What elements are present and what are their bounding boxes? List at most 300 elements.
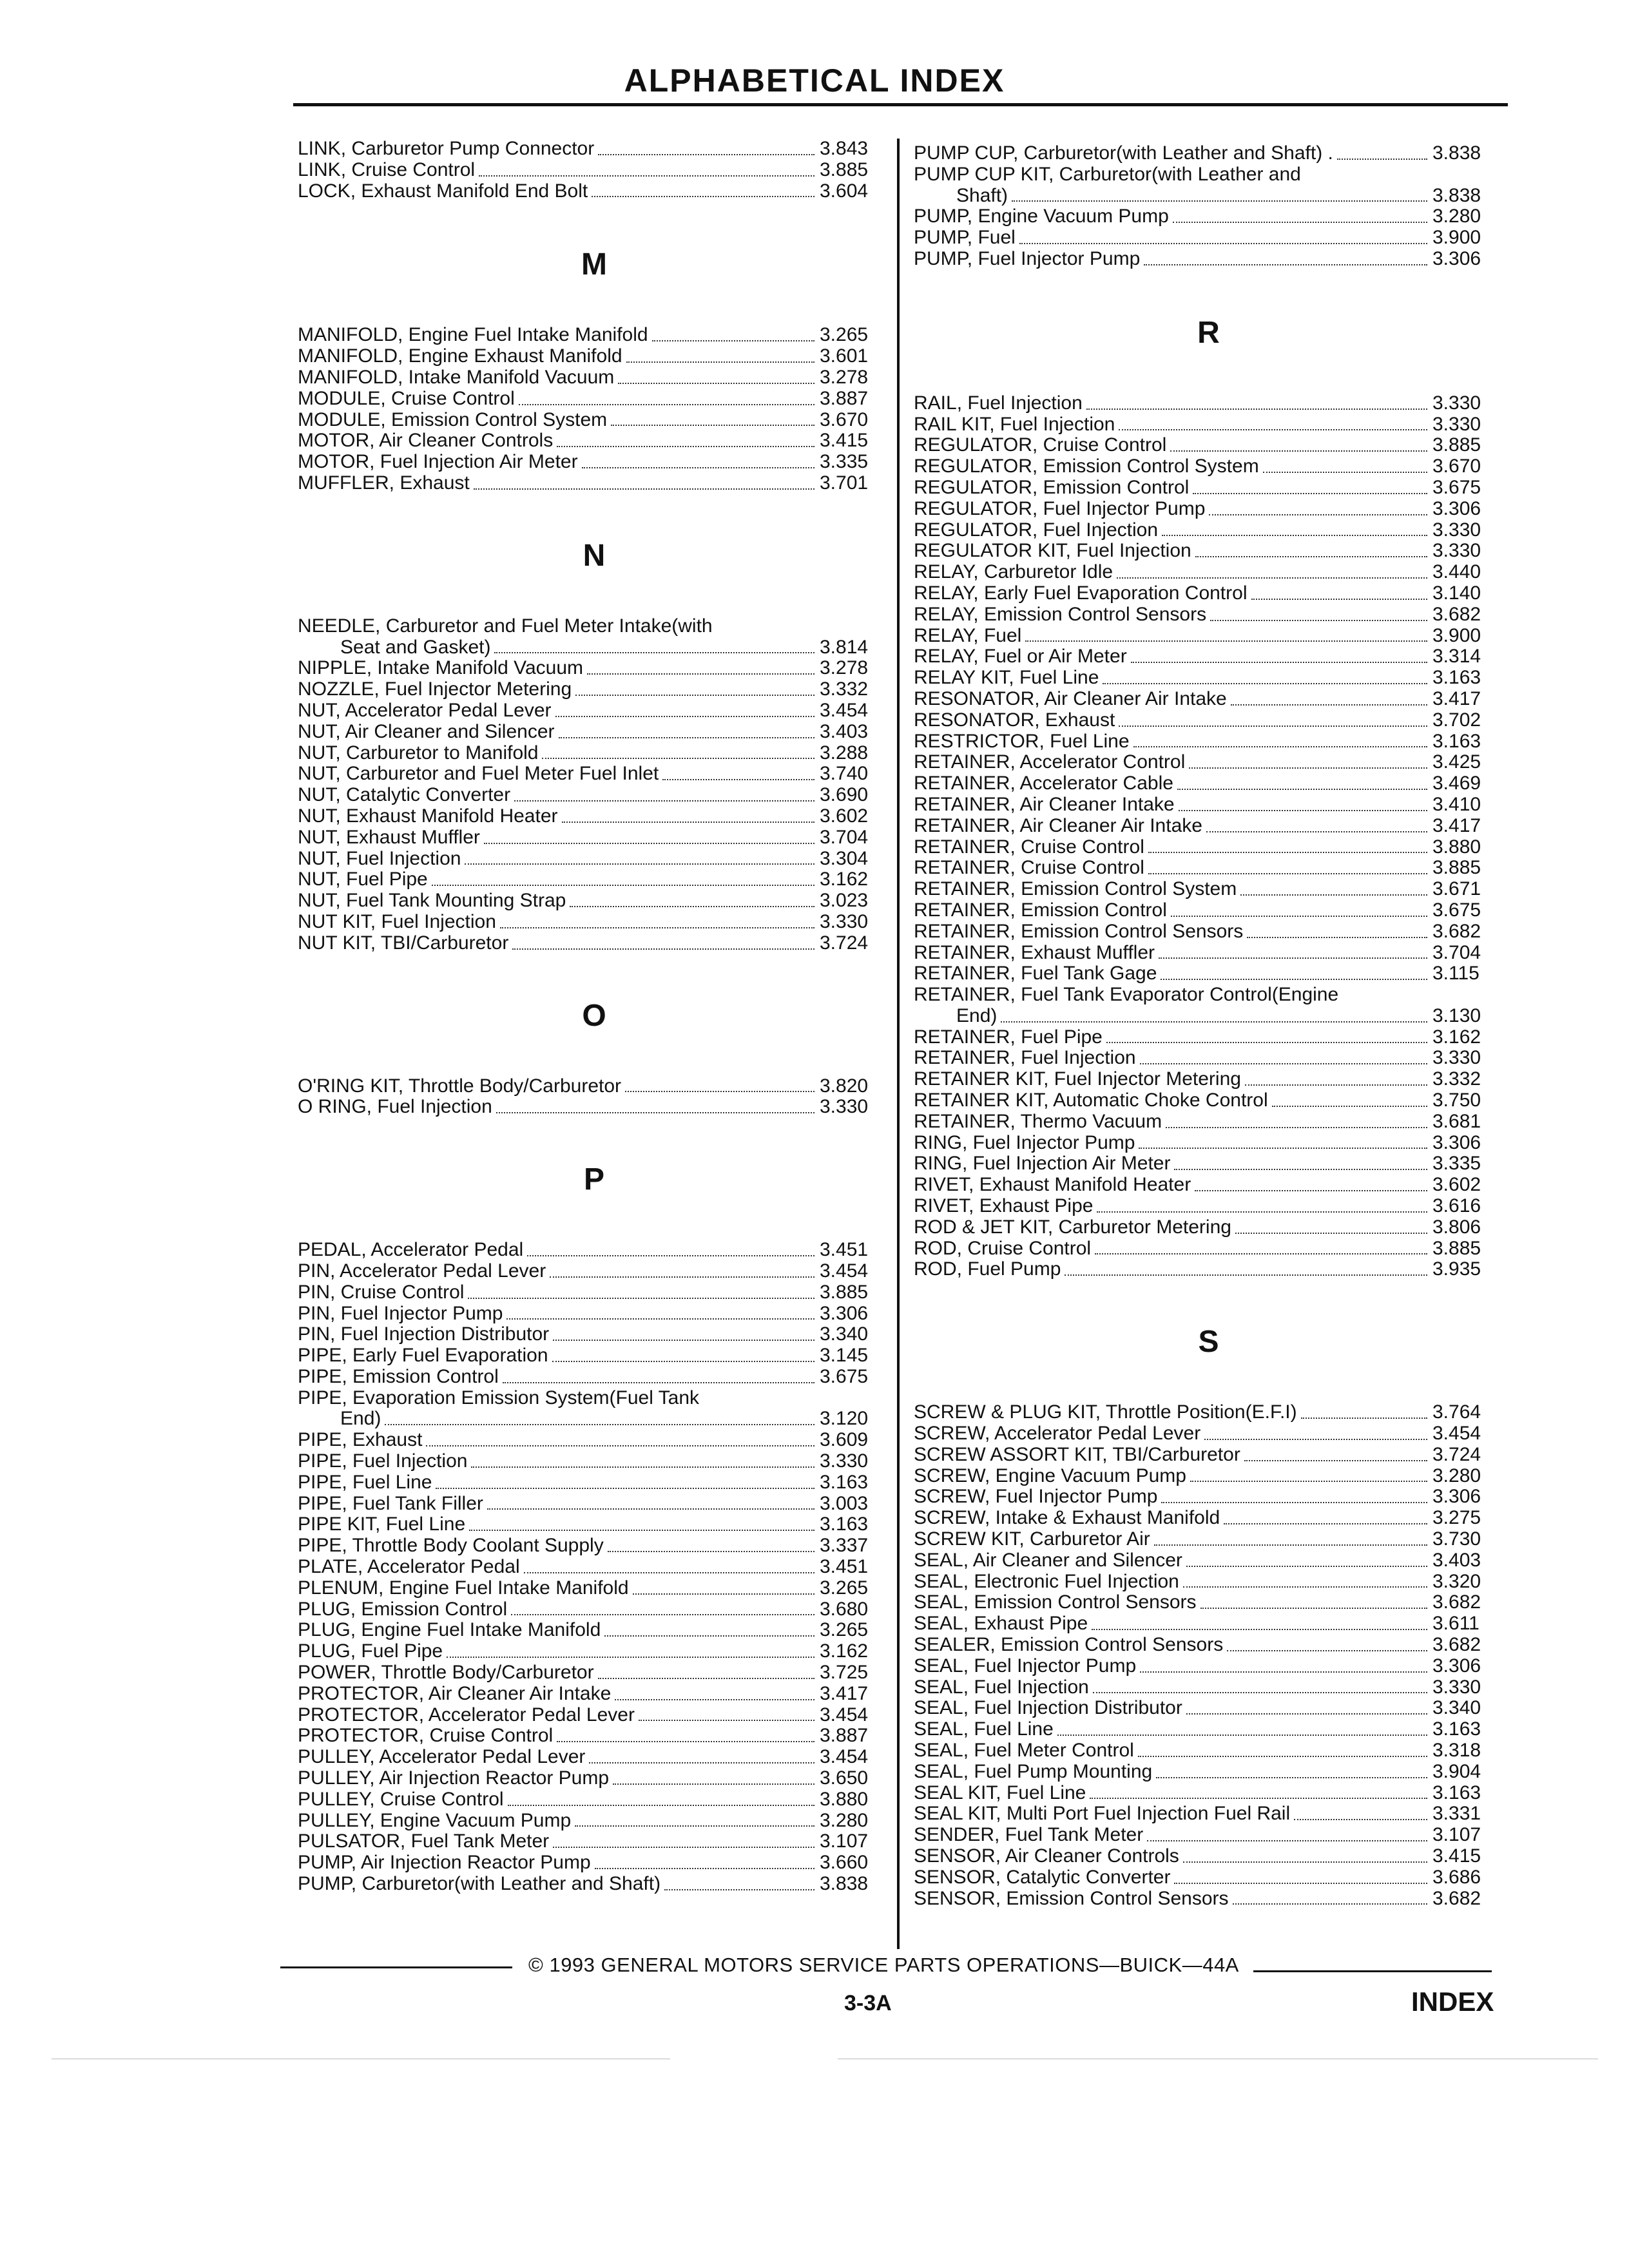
dot-leader — [1227, 1650, 1427, 1651]
entry-name: RELAY, Emission Control Sensors — [914, 603, 1207, 625]
page-title: ALPHABETICAL INDEX — [624, 62, 1005, 99]
dot-leader — [436, 1488, 815, 1489]
dot-leader — [514, 800, 815, 802]
entry-page-ref: 3.670 — [820, 408, 869, 430]
entry-page-ref: 3.806 — [1432, 1216, 1481, 1238]
index-entry — [298, 1747, 891, 1768]
entry-name: ROD, Fuel Pump — [914, 1258, 1061, 1280]
index-entry — [914, 435, 1503, 456]
entry-page-ref: 3.702 — [1432, 709, 1481, 731]
entry-page-ref: 3.415 — [820, 430, 869, 452]
entry-page-ref: 3.003 — [820, 1492, 869, 1514]
entry-name: PUMP, Engine Vacuum Pump — [914, 206, 1169, 227]
entry-page-ref: 3.120 — [820, 1408, 869, 1430]
entry-name: NUT, Air Cleaner and Silencer — [298, 720, 555, 742]
entry-page-ref: 3.616 — [1432, 1195, 1481, 1217]
entry-page-ref: 3.306 — [820, 1302, 869, 1324]
entry-page-ref: 3.604 — [820, 180, 869, 202]
index-entry — [914, 1027, 1503, 1048]
entry-name: RELAY, Fuel — [914, 624, 1022, 646]
entry-page-ref: 3.814 — [820, 636, 869, 658]
entry-name: RETAINER, Accelerator Control — [914, 751, 1186, 773]
entry-page-ref: 3.682 — [1432, 920, 1481, 942]
entry-name: NUT, Accelerator Pedal Lever — [298, 699, 552, 721]
entry-name: RETAINER, Air Cleaner Intake — [914, 793, 1175, 815]
dot-leader — [575, 1825, 815, 1827]
index-entry — [298, 912, 891, 933]
dot-leader — [604, 1635, 815, 1637]
entry-page-ref: 3.425 — [1432, 751, 1481, 773]
entry-page-ref: 3.601 — [820, 345, 869, 367]
index-entry — [914, 1762, 1503, 1783]
entry-name: NUT KIT, TBI/Carburetor — [298, 932, 509, 954]
entry-page-ref: 3.885 — [1432, 434, 1481, 456]
index-entry — [298, 367, 891, 389]
index-entry — [914, 626, 1503, 647]
entry-page-ref: 3.417 — [820, 1682, 869, 1704]
section-letter: N — [583, 538, 606, 573]
entry-page-ref: 3.314 — [1432, 646, 1481, 668]
entry-name: SEAL, Exhaust Pipe — [914, 1613, 1088, 1635]
entry-name: SEALER, Emission Control Sensors — [914, 1634, 1224, 1656]
entry-name: PULLEY, Engine Vacuum Pump — [298, 1809, 572, 1831]
entry-name: RETAINER, Fuel Tank Evaporator Control(Engine — [914, 984, 1339, 1006]
entry-name: MOTOR, Fuel Injection Air Meter — [298, 451, 578, 473]
entry-page-ref: 3.332 — [1432, 1068, 1481, 1090]
dot-leader — [1190, 1481, 1427, 1482]
dot-leader — [1057, 1735, 1427, 1736]
entry-name: O RING, Fuel Injection — [298, 1096, 492, 1118]
dot-leader — [1147, 1840, 1427, 1841]
dot-leader — [1186, 1713, 1427, 1715]
entry-name: REGULATOR, Fuel Injection — [914, 519, 1159, 541]
dot-leader — [1138, 1756, 1427, 1757]
entry-page-ref: 3.320 — [1432, 1570, 1481, 1592]
entry-page-ref: 3.163 — [1432, 1782, 1481, 1803]
entry-page-ref: 3.330 — [1432, 413, 1481, 435]
index-entry — [298, 1430, 891, 1451]
dot-leader — [1195, 1190, 1427, 1191]
dot-leader — [555, 716, 815, 717]
dot-leader — [1177, 789, 1427, 790]
entry-name: NUT, Fuel Tank Mounting Strap — [298, 890, 566, 912]
dot-leader — [1200, 1608, 1427, 1609]
index-entry — [298, 1811, 891, 1832]
dot-leader — [471, 1466, 815, 1468]
entry-name: RING, Fuel Injector Pump — [914, 1131, 1135, 1153]
entry-name: PIPE KIT, Fuel Line — [298, 1514, 466, 1535]
entry-name: SCREW ASSORT KIT, TBI/Carburetor — [914, 1443, 1240, 1465]
dot-leader — [1337, 159, 1427, 160]
entry-page-ref: 3.335 — [820, 451, 869, 473]
index-entry — [914, 541, 1503, 562]
index-entry — [914, 816, 1503, 837]
index-entry — [914, 164, 1503, 207]
dot-leader — [557, 446, 815, 447]
dot-leader — [500, 927, 815, 928]
entry-name: REGULATOR, Emission Control — [914, 476, 1190, 498]
entry-name: MANIFOLD, Engine Fuel Intake Manifold — [298, 324, 648, 346]
entry-page-ref: 3.306 — [1432, 1655, 1481, 1677]
entry-name: SEAL, Emission Control Sensors — [914, 1591, 1197, 1613]
dot-leader — [652, 340, 815, 341]
entry-page-ref: 3.675 — [1432, 899, 1481, 921]
entry-name: PIPE, Early Fuel Evaporation — [298, 1345, 548, 1367]
index-entry — [914, 1466, 1503, 1487]
index-entry — [914, 1153, 1503, 1175]
dot-leader — [552, 1361, 815, 1362]
entry-name: MUFFLER, Exhaust — [298, 472, 470, 494]
entry-page-ref: 3.332 — [820, 678, 869, 700]
entry-page-ref: 3.330 — [1432, 540, 1481, 562]
entry-name: PULSATOR, Fuel Tank Meter — [298, 1831, 550, 1852]
entry-page-ref: 3.730 — [1432, 1528, 1481, 1550]
dot-leader — [494, 652, 815, 653]
entry-name: PLUG, Emission Control — [298, 1598, 508, 1620]
index-entry — [298, 1557, 891, 1578]
dot-leader — [1161, 1502, 1427, 1503]
entry-name: RESONATOR, Exhaust — [914, 709, 1115, 731]
entry-name: MOTOR, Air Cleaner Controls — [298, 430, 554, 452]
index-entry — [298, 1076, 891, 1097]
entry-name: SEAL, Fuel Injection — [914, 1676, 1089, 1698]
section-letter: O — [582, 998, 606, 1033]
index-entry — [914, 710, 1503, 731]
index-entry — [298, 1303, 891, 1325]
dot-leader — [503, 1382, 815, 1383]
dot-leader — [1117, 577, 1427, 579]
entry-name: RAIL, Fuel Injection — [914, 392, 1083, 414]
entry-page-ref: 3.417 — [1432, 814, 1481, 836]
entry-page-ref: 3.337 — [820, 1535, 869, 1557]
dot-leader — [1174, 1883, 1427, 1884]
dot-leader — [587, 673, 815, 675]
index-entry — [914, 414, 1503, 436]
entry-page-ref: 3.162 — [1432, 1026, 1481, 1048]
entry-name: PUMP, Fuel Injector Pump — [914, 247, 1141, 269]
index-entry — [298, 1097, 891, 1118]
index-entry — [298, 1789, 891, 1811]
entry-page-ref: 3.330 — [1432, 519, 1481, 541]
dot-leader — [553, 1340, 815, 1341]
index-entry — [914, 1846, 1503, 1867]
dot-leader — [1065, 1274, 1427, 1276]
index-entry — [298, 410, 891, 431]
entry-name: RETAINER, Air Cleaner Air Intake — [914, 814, 1202, 836]
index-entry — [914, 1867, 1503, 1888]
dot-leader — [557, 1741, 815, 1742]
entry-name: ROD & JET KIT, Carburetor Metering — [914, 1216, 1231, 1238]
index-entry — [298, 722, 891, 743]
entry-page-ref: 3.611 — [1432, 1613, 1480, 1635]
dot-leader — [1166, 1127, 1427, 1128]
entry-name: REGULATOR, Cruise Control — [914, 434, 1167, 456]
entry-name: RIVET, Exhaust Pipe — [914, 1195, 1094, 1217]
entry-page-ref: 3.682 — [1432, 1887, 1481, 1909]
index-entry — [914, 1196, 1503, 1217]
dot-leader — [1092, 1629, 1427, 1630]
entry-name: SEAL, Electronic Fuel Injection — [914, 1570, 1179, 1592]
index-entry — [298, 700, 891, 722]
index-entry — [298, 890, 891, 912]
dot-leader — [506, 1318, 815, 1320]
entry-name: SEAL, Air Cleaner and Silencer — [914, 1549, 1182, 1571]
dot-leader — [447, 1657, 815, 1658]
index-entry — [914, 879, 1503, 900]
dot-leader — [1156, 1777, 1427, 1778]
entry-page-ref: 3.880 — [820, 1788, 869, 1810]
entry-name: RETAINER KIT, Fuel Injector Metering — [914, 1068, 1241, 1090]
dot-leader — [1162, 535, 1427, 536]
entry-page-ref: 3.454 — [820, 1746, 869, 1768]
entry-name: PROTECTOR, Accelerator Pedal Lever — [298, 1704, 635, 1725]
dot-leader — [1119, 726, 1427, 727]
index-entry — [914, 668, 1503, 689]
index-entry — [298, 1345, 891, 1367]
entry-page-ref: 3.885 — [1432, 1237, 1481, 1259]
dot-leader — [615, 1699, 815, 1700]
dot-leader — [1019, 243, 1427, 244]
dot-leader — [1272, 1106, 1427, 1107]
entry-page-ref: 3.023 — [820, 890, 869, 912]
dot-leader — [1224, 1523, 1427, 1524]
entry-continuation — [914, 186, 1503, 207]
index-entry — [914, 1783, 1503, 1804]
entry-page-ref: 3.454 — [820, 1704, 869, 1725]
dot-leader — [1090, 1798, 1427, 1799]
entry-name: PULLEY, Cruise Control — [298, 1788, 504, 1810]
index-entry — [914, 499, 1503, 520]
entry-name: RELAY, Fuel or Air Meter — [914, 646, 1127, 668]
entry-name: SEAL, Fuel Line — [914, 1718, 1054, 1740]
entry-name: PEDAL, Accelerator Pedal — [298, 1239, 524, 1261]
entry-page-ref: 3.602 — [820, 805, 869, 827]
dot-leader — [1210, 620, 1427, 621]
index-entry — [298, 827, 891, 849]
index-entry — [914, 143, 1503, 164]
dot-leader — [468, 1298, 815, 1299]
entry-page-ref: 3.900 — [1432, 227, 1481, 249]
entry-page-ref: 3.163 — [1432, 1718, 1481, 1740]
index-entry — [914, 1423, 1503, 1445]
index-entry — [914, 227, 1503, 249]
index-entry — [914, 1217, 1503, 1238]
entry-page-ref: 3.306 — [1432, 497, 1481, 519]
entry-page-ref: 3.764 — [1432, 1401, 1481, 1423]
entry-name: MODULE, Emission Control System — [298, 408, 608, 430]
dot-leader — [465, 863, 815, 865]
footer-copyright: © 1993 GENERAL MOTORS SERVICE PARTS OPERATIONS—BUICK—44A — [528, 1954, 1239, 1976]
dot-leader — [1119, 429, 1427, 430]
entry-name: RETAINER, Cruise Control — [914, 857, 1144, 879]
entry-page-ref: 3.330 — [820, 1096, 869, 1118]
dot-leader — [1139, 1148, 1427, 1149]
entry-page-ref: 3.280 — [1432, 1465, 1481, 1486]
dot-leader — [1183, 1861, 1427, 1863]
entry-name: NUT, Carburetor and Fuel Meter Fuel Inlet — [298, 763, 659, 785]
entry-page-ref: 3.724 — [1432, 1443, 1481, 1465]
dot-leader — [1171, 916, 1427, 917]
index-entry — [298, 1472, 891, 1494]
dot-leader — [633, 1593, 815, 1595]
dot-leader — [625, 1091, 815, 1092]
entry-page-ref: 3.469 — [1432, 773, 1481, 794]
index-entry — [298, 1367, 891, 1388]
dot-leader — [1301, 1418, 1427, 1419]
index-entry — [298, 181, 891, 202]
index-entry — [914, 1529, 1503, 1550]
dot-leader — [1174, 1169, 1427, 1170]
entry-page-ref: 3.686 — [1432, 1866, 1481, 1888]
entry-name: PUMP CUP KIT, Carburetor(with Leather and — [914, 163, 1301, 185]
entry-name: PIPE, Fuel Line — [298, 1471, 432, 1493]
entry-page-ref: 3.454 — [1432, 1423, 1481, 1445]
dot-leader — [1148, 852, 1427, 853]
entry-page-ref: 3.330 — [820, 910, 869, 932]
entry-page-ref: 3.145 — [820, 1345, 869, 1367]
entry-name: RESONATOR, Air Cleaner Air Intake — [914, 687, 1227, 709]
dot-leader — [1189, 767, 1427, 769]
entry-page-ref: 3.681 — [1432, 1110, 1481, 1132]
dot-leader — [618, 383, 815, 384]
dot-leader — [385, 1424, 815, 1425]
index-entry — [914, 1719, 1503, 1740]
entry-name: MODULE, Cruise Control — [298, 387, 515, 409]
index-entry — [914, 963, 1503, 985]
dot-leader — [1183, 1586, 1427, 1588]
entry-page-ref: 3.265 — [820, 1619, 869, 1641]
dot-leader — [1012, 200, 1427, 202]
entry-name: NUT, Carburetor to Manifold — [298, 742, 539, 764]
index-entry — [298, 1599, 891, 1620]
dot-leader — [1131, 662, 1427, 663]
dot-leader — [1233, 1903, 1428, 1905]
dot-leader — [1294, 1819, 1427, 1820]
dot-leader — [1154, 1544, 1427, 1546]
index-entry — [298, 1620, 891, 1641]
entry-name: POWER, Throttle Body/Carburetor — [298, 1662, 594, 1684]
entry-name: PROTECTOR, Air Cleaner Air Intake — [298, 1682, 612, 1704]
dot-leader — [1161, 979, 1427, 980]
index-entry — [914, 1508, 1503, 1529]
index-entry — [298, 473, 891, 494]
index-entry — [914, 1825, 1503, 1846]
index-entry — [298, 869, 891, 890]
index-entry — [298, 785, 891, 806]
dot-leader — [1086, 408, 1427, 410]
index-entry — [298, 1261, 891, 1282]
dot-leader — [527, 1255, 815, 1256]
entry-name: SENSOR, Air Cleaner Controls — [914, 1845, 1179, 1867]
entry-page-ref: 3.417 — [1432, 687, 1481, 709]
dot-leader — [1025, 640, 1427, 642]
entry-page-ref: 3.280 — [820, 1809, 869, 1831]
entry-page-ref: 3.163 — [820, 1471, 869, 1493]
entry-page-ref: 3.680 — [820, 1598, 869, 1620]
index-entry — [914, 1571, 1503, 1593]
entry-page-ref: 3.278 — [820, 657, 869, 679]
dot-leader — [570, 906, 815, 907]
dot-leader — [1148, 873, 1427, 874]
entry-page-ref: 3.107 — [820, 1831, 869, 1852]
entry-page-ref: 3.887 — [820, 1725, 869, 1747]
index-entry — [914, 1259, 1503, 1280]
index-entry — [914, 1133, 1503, 1154]
dot-leader — [469, 1530, 815, 1531]
dot-leader — [1106, 1042, 1427, 1043]
index-entry — [914, 1888, 1503, 1910]
entry-page-ref: 3.454 — [820, 1260, 869, 1282]
index-entry — [298, 1641, 891, 1662]
page-number: 3-3A — [844, 1991, 892, 2015]
index-entry — [914, 562, 1503, 583]
index-entry — [298, 1535, 891, 1557]
entry-name: PUMP, Fuel — [914, 227, 1016, 249]
entry-page-ref: 3.318 — [1432, 1740, 1481, 1761]
index-entry — [914, 1677, 1503, 1698]
entry-page-ref: 3.330 — [820, 1450, 869, 1472]
entry-name: RETAINER KIT, Automatic Choke Control — [914, 1090, 1268, 1111]
entry-page-ref: 3.440 — [1432, 561, 1481, 583]
index-entry — [298, 1874, 891, 1895]
index-entry — [914, 604, 1503, 626]
right-column — [914, 143, 1503, 1909]
entry-name: PUMP, Air Injection Reactor Pump — [298, 1852, 591, 1874]
entry-page-ref: 3.682 — [1432, 603, 1481, 625]
entry-page-ref: 3.403 — [820, 720, 869, 742]
entry-name: RELAY, Carburetor Idle — [914, 561, 1113, 583]
entry-name: PIN, Fuel Injector Pump — [298, 1302, 503, 1324]
index-entry — [298, 658, 891, 679]
dot-leader — [613, 1783, 815, 1785]
index-entry — [298, 1768, 891, 1789]
entry-page-ref: 3.900 — [1432, 624, 1481, 646]
dot-leader — [1093, 1692, 1427, 1693]
dot-leader — [1244, 1460, 1427, 1461]
dot-leader — [1251, 599, 1428, 600]
dot-leader — [511, 1614, 815, 1615]
entry-page-ref: 3.340 — [820, 1323, 869, 1345]
index-entry — [298, 346, 891, 367]
entry-page-ref: 3.306 — [1432, 1486, 1481, 1508]
dot-leader — [1159, 957, 1427, 959]
index-entry — [914, 773, 1503, 794]
entry-name-continued: End) — [956, 1004, 998, 1026]
entry-name: SCREW, Accelerator Pedal Lever — [914, 1423, 1201, 1445]
entry-page-ref: 3.682 — [1432, 1634, 1481, 1656]
entry-name: PIN, Cruise Control — [298, 1281, 465, 1303]
dot-leader — [575, 695, 815, 696]
index-entry — [914, 206, 1503, 227]
entry-name: RETAINER, Exhaust Muffler — [914, 941, 1155, 963]
entry-name: ROD, Cruise Control — [914, 1237, 1092, 1259]
entry-name: MANIFOLD, Engine Exhaust Manifold — [298, 345, 622, 367]
index-entry — [914, 646, 1503, 668]
entry-page-ref: 3.306 — [1432, 1131, 1481, 1153]
dot-leader — [562, 822, 815, 823]
entry-page-ref: 3.451 — [820, 1556, 869, 1578]
entry-name: PIPE, Throttle Body Coolant Supply — [298, 1535, 604, 1557]
dot-leader — [553, 1847, 815, 1848]
entry-name: SCREW, Engine Vacuum Pump — [914, 1465, 1186, 1486]
entry-name: SEAL KIT, Fuel Line — [914, 1782, 1086, 1803]
index-entry — [298, 933, 891, 954]
dot-leader — [432, 885, 815, 886]
dot-leader — [512, 948, 815, 950]
dot-leader — [519, 404, 815, 405]
index-entry — [914, 731, 1503, 753]
index-entry — [298, 1831, 891, 1852]
